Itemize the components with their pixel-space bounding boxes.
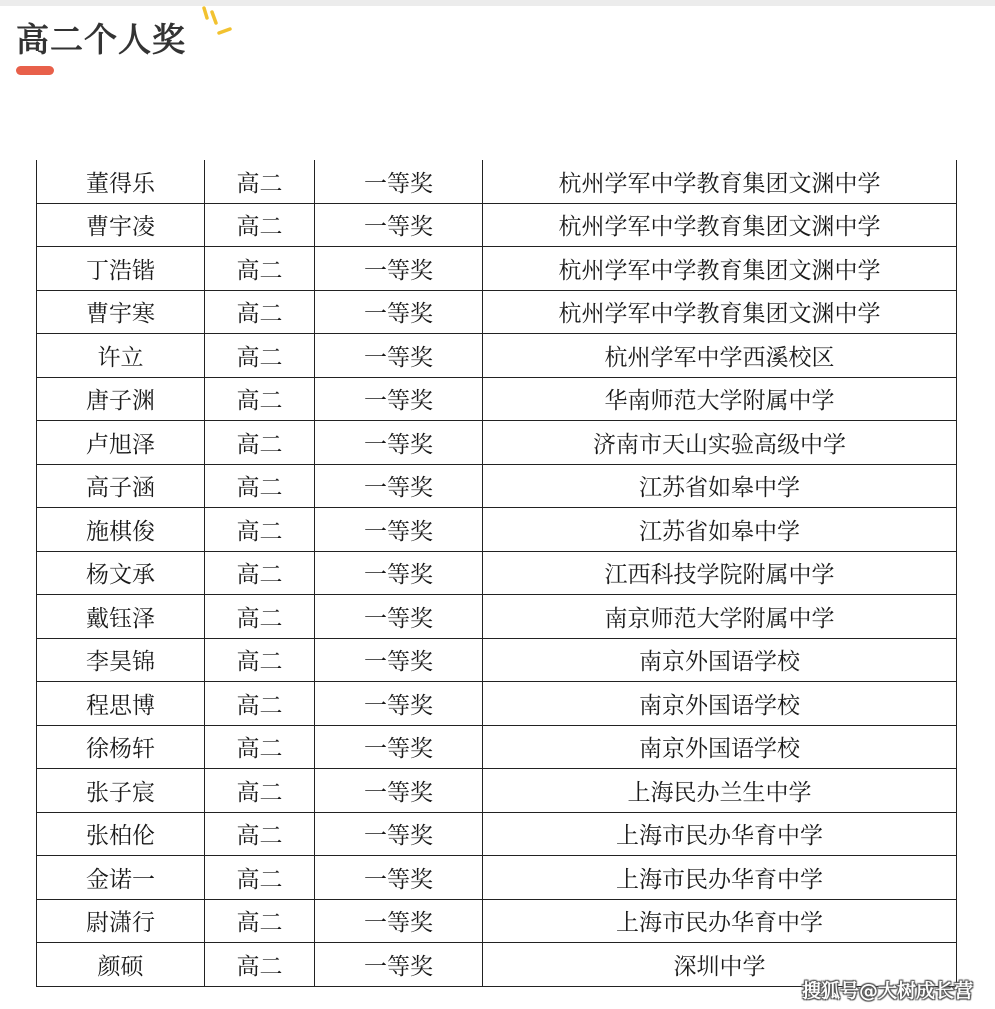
student-name-cell: 程思博 (37, 682, 205, 726)
grade-cell: 高二 (205, 682, 315, 726)
student-name-cell: 董得乐 (37, 160, 205, 203)
student-name-cell: 丁浩锴 (37, 247, 205, 291)
top-strip (0, 0, 995, 6)
award-level-cell: 一等奖 (315, 160, 483, 203)
school-cell: 上海市民办华育中学 (483, 812, 957, 856)
school-cell: 杭州学军中学教育集团文渊中学 (483, 290, 957, 334)
grade-cell: 高二 (205, 899, 315, 943)
table-row (37, 334, 957, 378)
school-cell: 江西科技学院附属中学 (483, 551, 957, 595)
award-level-cell: 一等奖 (315, 508, 483, 552)
school-cell: 南京外国语学校 (483, 725, 957, 769)
grade-cell: 高二 (205, 464, 315, 508)
school-cell: 上海市民办华育中学 (483, 856, 957, 900)
award-level-cell: 一等奖 (315, 377, 483, 421)
grade-cell: 高二 (205, 334, 315, 378)
school-cell: 上海市民办华育中学 (483, 899, 957, 943)
school-cell: 杭州学军中学教育集团文渊中学 (483, 203, 957, 247)
award-level-cell: 一等奖 (315, 551, 483, 595)
student-name-cell: 尉潇行 (37, 899, 205, 943)
award-level-cell: 一等奖 (315, 595, 483, 639)
table-row (37, 595, 957, 639)
student-name-cell: 卢旭泽 (37, 421, 205, 465)
award-level-cell: 一等奖 (315, 856, 483, 900)
table-row (37, 464, 957, 508)
school-cell: 华南师范大学附属中学 (483, 377, 957, 421)
award-table (36, 160, 957, 987)
award-level-cell: 一等奖 (315, 725, 483, 769)
student-name-cell: 颜硕 (37, 943, 205, 987)
grade-cell: 高二 (205, 377, 315, 421)
award-level-cell: 一等奖 (315, 290, 483, 334)
table-row (37, 203, 957, 247)
table-row (37, 899, 957, 943)
award-level-cell: 一等奖 (315, 769, 483, 813)
grade-cell: 高二 (205, 203, 315, 247)
grade-cell: 高二 (205, 943, 315, 987)
student-name-cell: 曹宇凌 (37, 203, 205, 247)
student-name-cell: 张子宸 (37, 769, 205, 813)
table-row (37, 682, 957, 726)
school-cell: 南京外国语学校 (483, 638, 957, 682)
table-row (37, 638, 957, 682)
award-level-cell: 一等奖 (315, 943, 483, 987)
table-row (37, 377, 957, 421)
table-row (37, 856, 957, 900)
student-name-cell: 曹宇寒 (37, 290, 205, 334)
award-level-cell: 一等奖 (315, 682, 483, 726)
title-underline (16, 66, 54, 75)
table-row (37, 508, 957, 552)
table-row (37, 551, 957, 595)
watermark: 搜狐号@大树成长营 (801, 980, 973, 1002)
award-level-cell: 一等奖 (315, 247, 483, 291)
school-cell: 杭州学军中学西溪校区 (483, 334, 957, 378)
award-level-cell: 一等奖 (315, 421, 483, 465)
award-level-cell: 一等奖 (315, 203, 483, 247)
table-row (37, 769, 957, 813)
table-row (37, 725, 957, 769)
table-row (37, 812, 957, 856)
student-name-cell: 高子涵 (37, 464, 205, 508)
grade-cell: 高二 (205, 290, 315, 334)
student-name-cell: 金诺一 (37, 856, 205, 900)
grade-cell: 高二 (205, 638, 315, 682)
grade-cell: 高二 (205, 160, 315, 203)
grade-cell: 高二 (205, 725, 315, 769)
grade-cell: 高二 (205, 769, 315, 813)
table-row (37, 421, 957, 465)
student-name-cell: 杨文承 (37, 551, 205, 595)
grade-cell: 高二 (205, 812, 315, 856)
table-row (37, 290, 957, 334)
school-cell: 江苏省如皋中学 (483, 464, 957, 508)
award-level-cell: 一等奖 (315, 899, 483, 943)
table-row (37, 160, 957, 203)
award-table-body (37, 160, 957, 986)
school-cell: 上海民办兰生中学 (483, 769, 957, 813)
grade-cell: 高二 (205, 247, 315, 291)
school-cell: 杭州学军中学教育集团文渊中学 (483, 160, 957, 203)
school-cell: 杭州学军中学教育集团文渊中学 (483, 247, 957, 291)
school-cell: 南京外国语学校 (483, 682, 957, 726)
student-name-cell: 许立 (37, 334, 205, 378)
student-name-cell: 施棋俊 (37, 508, 205, 552)
school-cell: 江苏省如皋中学 (483, 508, 957, 552)
student-name-cell: 徐杨轩 (37, 725, 205, 769)
school-cell: 深圳中学 (483, 943, 957, 987)
table-row (37, 247, 957, 291)
grade-cell: 高二 (205, 551, 315, 595)
school-cell: 济南市天山实验高级中学 (483, 421, 957, 465)
award-level-cell: 一等奖 (315, 638, 483, 682)
student-name-cell: 戴钰泽 (37, 595, 205, 639)
award-level-cell: 一等奖 (315, 334, 483, 378)
grade-cell: 高二 (205, 856, 315, 900)
grade-cell: 高二 (205, 508, 315, 552)
grade-cell: 高二 (205, 595, 315, 639)
student-name-cell: 李昊锦 (37, 638, 205, 682)
award-level-cell: 一等奖 (315, 464, 483, 508)
school-cell: 南京师范大学附属中学 (483, 595, 957, 639)
award-level-cell: 一等奖 (315, 812, 483, 856)
grade-cell: 高二 (205, 421, 315, 465)
section-title: 高二个人奖 (16, 20, 186, 59)
sparkle-icon (196, 6, 236, 40)
student-name-cell: 张柏伦 (37, 812, 205, 856)
student-name-cell: 唐子渊 (37, 377, 205, 421)
